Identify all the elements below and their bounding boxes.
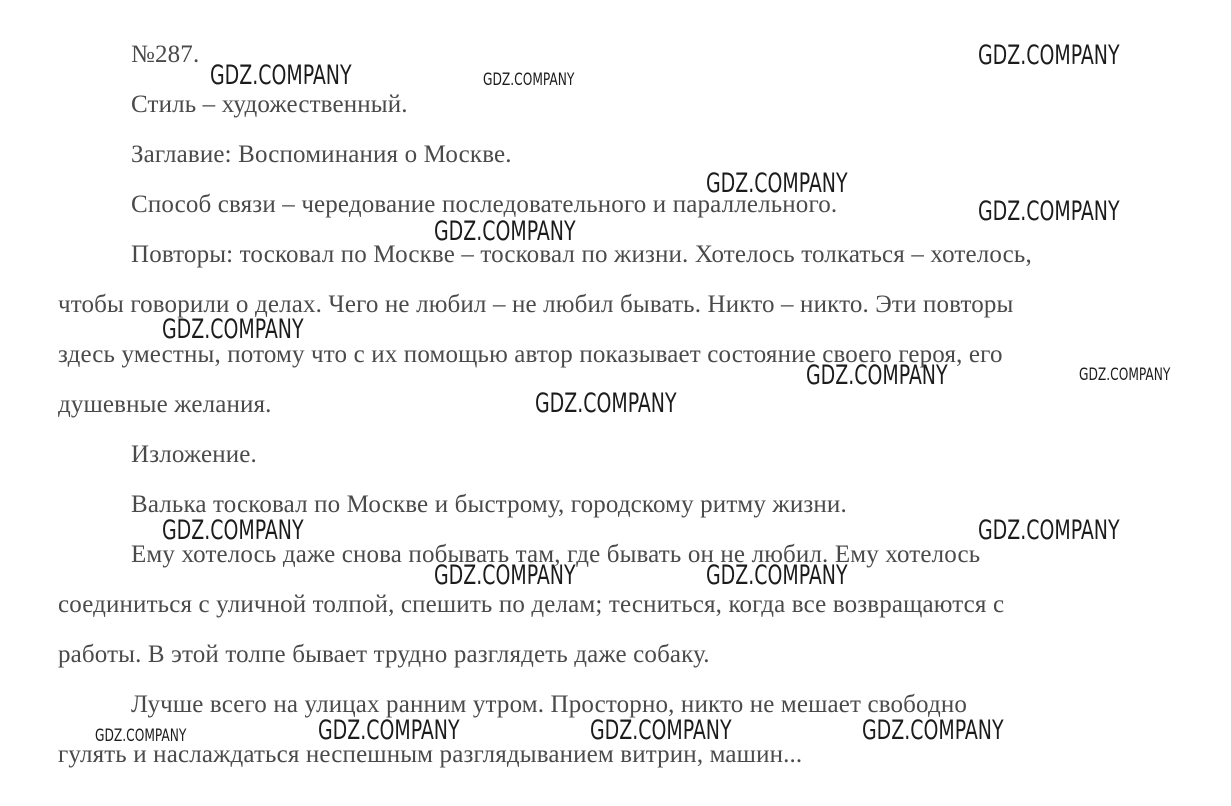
summary-line-1: Валька тосковал по Москве и быстрому, городскому ритму жизни. [131, 491, 847, 518]
summary-line-2: Ему хотелось даже снова побывать там, где бывать он не любил. Ему хотелось [131, 541, 981, 568]
watermark: GDZ.COMPANY [434, 560, 576, 591]
watermark: GDZ.COMPANY [95, 726, 187, 746]
summary-line-3: соединиться с уличной толпой, спешить по делам; тесниться, когда все возвращаются с [58, 591, 1005, 618]
repetitions-line-2: чтобы говорили о делах. Чего не любил – не любил бывать. Никто – никто. Эти повторы [58, 291, 1014, 318]
watermark: GDZ.COMPANY [210, 60, 352, 91]
watermark: GDZ.COMPANY [862, 715, 1004, 746]
repetitions-line-1: Повторы: тосковал по Москве – тосковал по жизни. Хотелось толкаться – хотелось, [131, 241, 1032, 268]
watermark: GDZ.COMPANY [318, 715, 460, 746]
watermark: GDZ.COMPANY [1079, 365, 1171, 385]
title-line: Заглавие: Воспоминания о Москве. [131, 141, 512, 168]
watermark: GDZ.COMPANY [706, 168, 848, 199]
summary-line-4: работы. В этой толпе бывает трудно разглядеть даже собаку. [58, 641, 710, 668]
summary-line-5: Лучше всего на улицах ранним утром. Просторно, никто не мешает свободно [131, 691, 968, 718]
style-line: Стиль – художественный. [131, 91, 408, 118]
watermark: GDZ.COMPANY [162, 515, 304, 546]
watermark: GDZ.COMPANY [434, 216, 576, 247]
watermark: GDZ.COMPANY [590, 715, 732, 746]
watermark: GDZ.COMPANY [978, 196, 1120, 227]
watermark: GDZ.COMPANY [978, 40, 1120, 71]
watermark: GDZ.COMPANY [706, 560, 848, 591]
summary-line-6: гулять и наслаждаться неспешным разглядыванием витрин, машин... [58, 741, 803, 768]
watermark: GDZ.COMPANY [535, 388, 677, 419]
watermark: GDZ.COMPANY [978, 515, 1120, 546]
watermark: GDZ.COMPANY [806, 360, 948, 391]
watermark: GDZ.COMPANY [483, 70, 575, 90]
repetitions-line-3: здесь уместны, потому что с их помощью автор показывает состояние своего героя, его [58, 341, 1003, 368]
repetitions-line-4: душевные желания. [58, 391, 272, 418]
watermark: GDZ.COMPANY [162, 314, 304, 345]
summary-heading: Изложение. [131, 441, 257, 468]
task-number: №287. [131, 41, 200, 68]
connection-line: Способ связи – чередование последовательного и параллельного. [131, 191, 838, 218]
